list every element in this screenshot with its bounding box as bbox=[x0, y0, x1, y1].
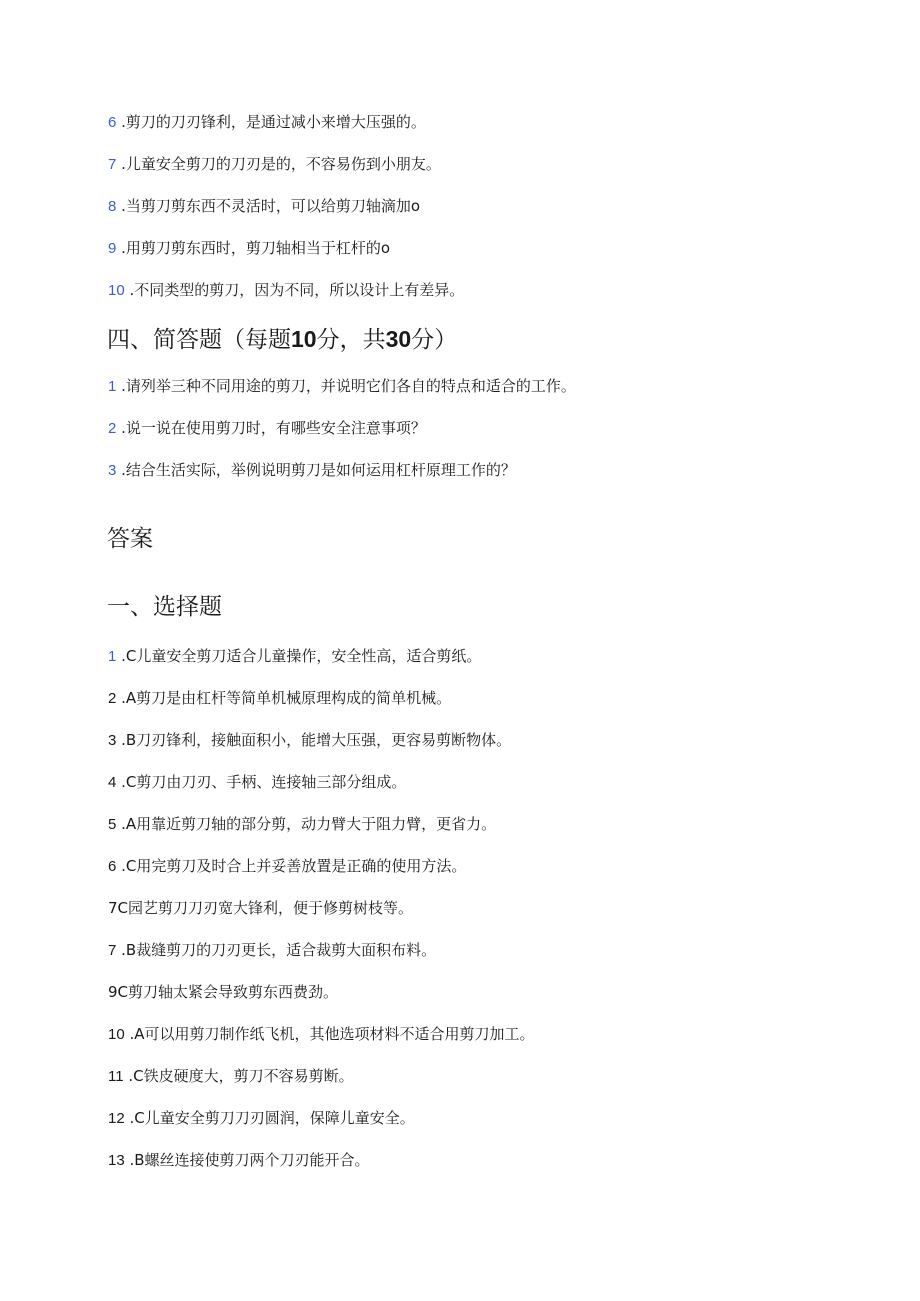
fill-blank-item bbox=[108, 280, 464, 301]
item-number: 1 bbox=[108, 648, 117, 665]
item-text: .不同类型的剪刀，因为不同，所以设计上有差异。 bbox=[124, 281, 465, 299]
item-number: 3 bbox=[108, 462, 117, 479]
item-text: .B刀刃锋利，接触面积小，能增大压强，更容易剪断物体。 bbox=[116, 731, 512, 749]
fill-blank-item bbox=[108, 196, 420, 217]
item-text: .C用完剪刀及时合上并妥善放置是正确的使用方法。 bbox=[116, 857, 467, 875]
section-heading-short-answer: 四、简答题（每题10分，共30分） bbox=[107, 326, 458, 353]
item-number: 2 bbox=[108, 690, 117, 707]
fill-blank-item bbox=[108, 154, 441, 175]
item-number: 6 bbox=[108, 114, 117, 131]
answer-item bbox=[108, 772, 406, 793]
answer-item bbox=[108, 814, 496, 835]
answer-item bbox=[108, 982, 338, 1002]
item-text: .A可以用剪刀制作纸飞机，其他选项材料不适合用剪刀加工。 bbox=[124, 1025, 535, 1043]
item-number: 2 bbox=[108, 420, 117, 437]
answer-item bbox=[108, 856, 466, 877]
item-text: .结合生活实际，举例说明剪刀是如何运用杠杆原理工作的？ bbox=[116, 461, 516, 479]
item-text: .C剪刀由刀刃、手柄、连接轴三部分组成。 bbox=[116, 773, 407, 791]
fill-blank-item bbox=[108, 112, 426, 133]
item-text: .B裁缝剪刀的刀刃更长，适合裁剪大面积布料。 bbox=[116, 941, 437, 959]
item-number: 4 bbox=[108, 774, 117, 791]
answer-item bbox=[108, 898, 413, 918]
item-number: 8 bbox=[108, 198, 117, 215]
item-text: 7C园艺剪刀刀刃宽大锋利，便于修剪树枝等。 bbox=[108, 899, 414, 917]
item-number: 7 bbox=[108, 942, 117, 959]
item-number: 10 bbox=[108, 282, 125, 299]
answer-item bbox=[108, 688, 451, 709]
short-answer-item bbox=[108, 460, 516, 481]
item-text: .说一说在使用剪刀时，有哪些安全注意事项？ bbox=[116, 419, 426, 437]
short-answer-item bbox=[108, 418, 426, 439]
item-text: .A用靠近剪刀轴的部分剪，动力臂大于阻力臂，更省力。 bbox=[116, 815, 497, 833]
item-text: 9C剪刀轴太紧会导致剪东西费劲。 bbox=[108, 983, 339, 1001]
item-number: 6 bbox=[108, 858, 117, 875]
answer-item bbox=[108, 730, 511, 751]
answers-title: 答案 bbox=[107, 526, 153, 552]
item-text: .B螺丝连接使剪刀两个刀刃能开合。 bbox=[124, 1151, 370, 1169]
item-text: .当剪刀剪东西不灵活时，可以给剪刀轴滴加o bbox=[116, 197, 421, 215]
answer-item bbox=[108, 646, 481, 667]
item-text: .C儿童安全剪刀刀刃圆润，保障儿童安全。 bbox=[124, 1109, 415, 1127]
fill-blank-item bbox=[108, 238, 390, 259]
item-number: 10 bbox=[108, 1026, 125, 1043]
item-number: 7 bbox=[108, 156, 117, 173]
item-text: .用剪刀剪东西时，剪刀轴相当于杠杆的o bbox=[116, 239, 391, 257]
item-text: .C儿童安全剪刀适合儿童操作，安全性高，适合剪纸。 bbox=[116, 647, 482, 665]
answer-item bbox=[108, 940, 436, 961]
item-text: .儿童安全剪刀的刀刃是的，不容易伤到小朋友。 bbox=[116, 155, 441, 173]
answer-item bbox=[108, 1066, 354, 1087]
short-answer-item bbox=[108, 376, 576, 397]
item-number: 1 bbox=[108, 378, 117, 395]
item-text: .请列举三种不同用途的剪刀，并说明它们各自的特点和适合的工作。 bbox=[116, 377, 576, 395]
answer-item bbox=[108, 1024, 535, 1045]
item-number: 13 bbox=[108, 1152, 125, 1169]
item-text: .A剪刀是由杠杆等简单机械原理构成的简单机械。 bbox=[116, 689, 452, 707]
item-number: 5 bbox=[108, 816, 117, 833]
item-number: 9 bbox=[108, 240, 117, 257]
section-heading-choice: 一、选择题 bbox=[107, 594, 222, 620]
item-text: .剪刀的刀刃锋利，是通过减小来增大压强的。 bbox=[116, 113, 426, 131]
answer-item bbox=[108, 1108, 415, 1129]
answer-item bbox=[108, 1150, 370, 1171]
item-number: 12 bbox=[108, 1110, 125, 1127]
item-number: 11 bbox=[108, 1068, 124, 1085]
item-text: .C铁皮硬度大，剪刀不容易剪断。 bbox=[123, 1067, 354, 1085]
item-number: 3 bbox=[108, 732, 117, 749]
